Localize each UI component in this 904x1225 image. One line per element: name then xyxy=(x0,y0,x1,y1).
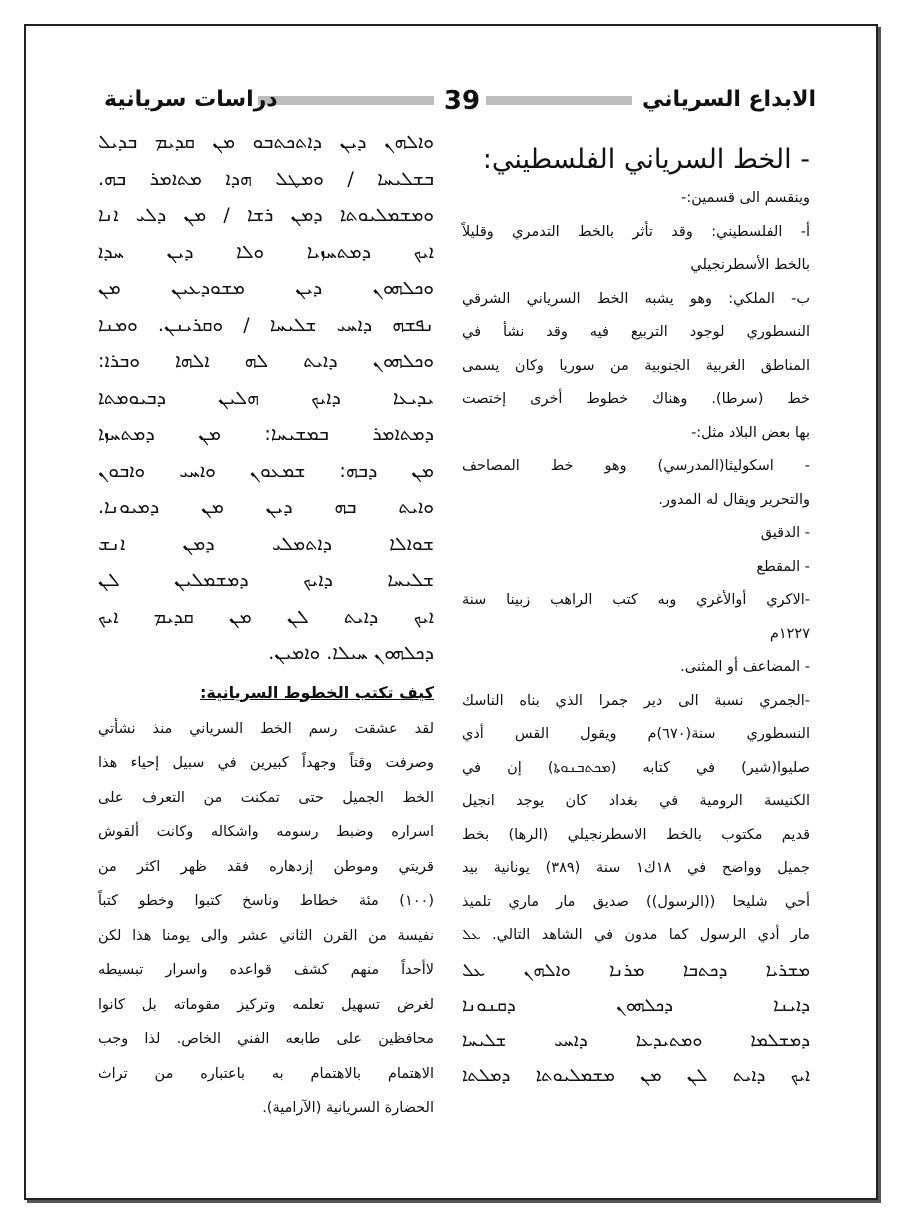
page-number: 39 xyxy=(443,86,481,116)
text-line: محافظين على طابعه الفني الخاص. لذا وجب xyxy=(98,1031,434,1047)
text-line: صليوا(شير) في كتابه (ܡܟܬܒܢܘܬܐ) إن في xyxy=(462,759,810,776)
text-line: (١٠٠) مئة خطاط وناسخ كتبوا وخطو كتباً xyxy=(98,893,434,909)
journal-title: الابداع السرياني xyxy=(641,87,816,112)
text-line: -الجمري نسبة الى دير جمرا الذي بناه الناسك xyxy=(462,692,810,709)
text-line: لغرض تسهيل تعلمه وتركيز مقوماته بل كانوا xyxy=(98,996,434,1013)
syriac-line: ܕܟܠܗܘܢ ܚܝܠܐ. ܘܐܡܝܢ. xyxy=(268,642,434,664)
text-line: ١٢٢٧م xyxy=(769,625,810,642)
text-line: نفيسة من القرن الثاني عشر والى يومنا هذا لكن xyxy=(98,927,434,944)
text-line: وصرفت وقتاً وجهداً كبيرين في سبيل إحياء هذا xyxy=(98,755,434,771)
header-bar-left xyxy=(258,96,434,105)
text-line: جميل وواضح في ١٨ك١ سنة (٣٨٩) يونانية بيد xyxy=(462,860,810,876)
syriac-line: ܐܝܟ ܕܐܝܬ ܠܢ ܡܢ ܩܕܝܡ ܐܝܟ xyxy=(98,605,434,628)
subheading: كيف تكتب الخطوط السريانية: xyxy=(199,682,434,702)
text-line: وينقسم الى قسمين:- xyxy=(681,190,810,206)
section-header-title: دراسات سريانية xyxy=(104,87,278,112)
syriac-line: ܫܘܐܠܐ ܕܐܬܡܠܝ ܕܡܢ ܐܢܫ xyxy=(98,532,434,555)
syriac-line: ܘܐܝܬ ܒܗ ܕܝܢ ܡܢ ܕܡܝܘܢܐ. xyxy=(98,496,434,518)
text-line: النسطوري لوجود التربيع فيه وقد نشأ في xyxy=(462,324,810,340)
text-line: - اسكوليثا(المدرسي) وهو خط المصاحف xyxy=(462,458,810,474)
text-line: بالخط الأسطرنجيلي xyxy=(690,257,810,273)
text-line: لاأحداً منهم كشف قواعده واسرار تبسيطه xyxy=(98,962,434,978)
section-title: - الخط السرياني الفلسطيني: xyxy=(482,144,810,175)
syriac-line: ܕܡܫܠܡܐ ܘܡܬܝܕܥܐ ܕܐܚܝ ܫܠܝܚܐ xyxy=(462,1029,810,1051)
syriac-line: ܐܝܟ ܕܐܝܬ ܠܢ ܡܢ ܡܫܡܠܝܘܬܐ ܕܡܠܬܐ xyxy=(462,1064,810,1086)
text-line: - المقطع xyxy=(756,558,810,575)
syriac-line: ܘܐܠܗܢ ܕܝܢ ܕܐܬܟܬܒܘ ܡܢ ܩܕܝܡ ܒܕܝܠ xyxy=(98,131,434,153)
syriac-line: ܒܫܠܝܚܐ / ܘܡܛܠ ܗܕܐ ܡܬܐܡܪ ܒܗ. xyxy=(98,167,434,190)
text-line: أحي شليحا ((الرسول)) صديق مار ماري تلميذ xyxy=(462,893,810,910)
text-line: النسطوري سنة(٦٧٠)م ويقول القس أدي xyxy=(462,726,811,742)
text-line: قريتي وموطن إزدهاره فقد ظهر اكثر من xyxy=(98,858,434,875)
text-line: - المضاعف أو المثنى. xyxy=(680,659,810,675)
syriac-line: ܘܟܠܗܘܢ ܕܝܢ ܡܫܘܕܥܝܢ ܡܢ xyxy=(98,277,434,299)
text-line: اسراره وضبط رسومه واشكاله وكانت ألقوش xyxy=(98,824,434,840)
text-line: أ- الفلسطيني: وقد تأثر بالخط التدمري وقليلاً xyxy=(462,223,810,240)
text-line: خط (سرطا). وهناك خطوط أخرى إختصت xyxy=(462,391,810,407)
text-line: الحضارة السريانية (الآرامية). xyxy=(262,1100,434,1116)
header-bar-right xyxy=(486,96,632,105)
text-line: - الدقيق xyxy=(760,525,810,541)
text-line: لقد عشقت رسم الخط السرياني منذ نشأتي xyxy=(98,720,434,737)
syriac-line: ܘܡܫܡܠܝܘܬܐ ܕܡܢ ܪܫܐ / ܡܢ ܕܠܝ ܐܢܐ xyxy=(98,204,434,226)
right-column xyxy=(462,138,810,1093)
text-line: قديم مكتوب بالخط الاسطرنجيلي (الرها) بخط xyxy=(462,826,810,843)
syriac-line: ܐܝܟ ܕܡܬܚܙܝܐ ܘܠܐ ܕܝܢ ܚܕܐ xyxy=(98,240,434,263)
syriac-line: ܡܫܪܝܐ ܕܟܬܒܐ ܡܪܢܐ ܘܐܠܗܢ ܥܠ xyxy=(462,959,810,981)
text-line: والتحرير ويقال له المدور. xyxy=(658,491,810,508)
text-line: الخط الجميل حتى تمكنت من التعرف على xyxy=(98,789,434,806)
syriac-line: ܕܐܝܢܐ ܕܟܠܗܘܢ ܕܩܢܘܢܐ xyxy=(462,994,810,1016)
text-line: بها بعض البلاد مثل:- xyxy=(691,424,810,441)
syriac-line: ܫܠܝܚܐ ܕܐܝܟ ܕܡܫܡܠܝܢ ܠܢ xyxy=(98,569,434,591)
text-line: المناطق الغربية الجنوبية من سوريا وكان يسمى xyxy=(462,357,810,374)
syriac-line: ܢܦܫܗ ܕܐܚܝ ܫܠܝܚܐ / ܘܩܪܝܢܢ. ܘܡܢܐ xyxy=(98,313,434,336)
text-line: مار أدي الرسول كما مدون في الشاهد التالي. ܥܠ xyxy=(462,927,810,943)
left-column xyxy=(98,124,434,1126)
syriac-line: ܝܕܝܥܐ ܕܐܝܟ ܗܠܝܢ ܕܒܝܘܡܬܐ xyxy=(98,386,434,409)
syriac-line: ܘܟܠܗܘܢ ܕܐܝܬ ܠܗ ܐܠܗܐ ܘܒܪܐ: xyxy=(98,350,434,372)
syriac-line: ܕܡܬܐܡܪ ܒܡܫܝܚܐ: ܡܢ ܕܡܬܚܙܐ xyxy=(98,423,434,445)
text-line: الاهتمام بالاهتمام به باعتباره من تراث xyxy=(98,1065,434,1082)
text-line: ب- الملكي: وهو يشبه الخط السرياني الشرقي xyxy=(462,290,810,307)
syriac-line: ܡܢ ܕܒܗ: ܫܡܥܘܢ ܘܐܚܝ ܘܐܒܘܢ xyxy=(98,459,434,482)
text-line: -الاكري أوالأغري وبه كتب الراهب زبينا سنة xyxy=(462,592,810,608)
text-line: الكنيسة الرومية في بغداد كان يوجد انجيل xyxy=(462,793,810,809)
